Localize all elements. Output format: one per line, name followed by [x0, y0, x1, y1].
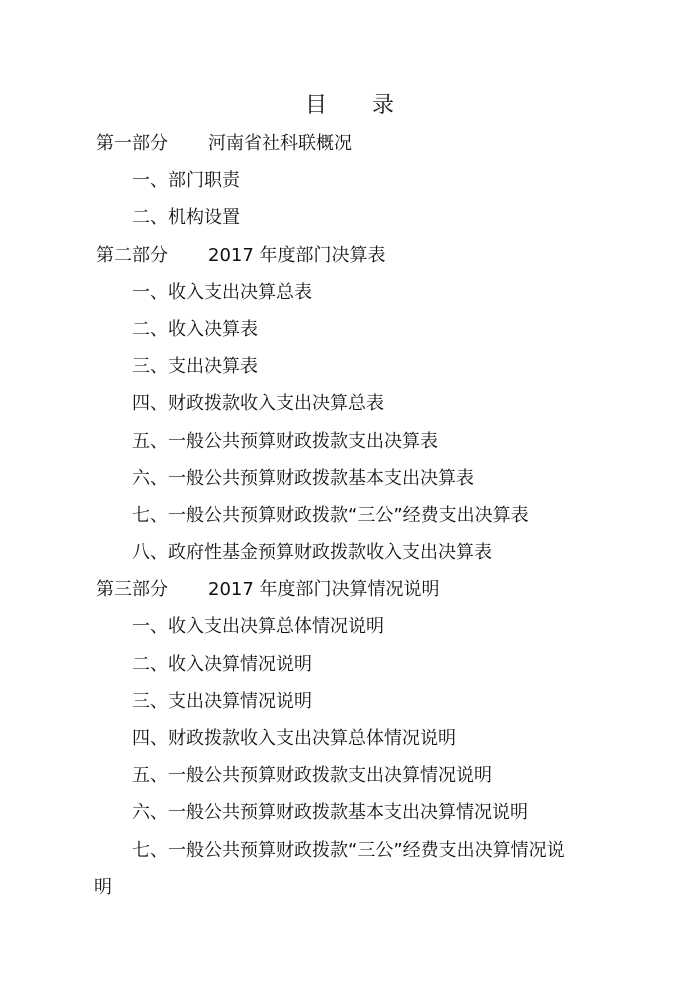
- toc-item[interactable]: 八、政府性基金预算财政拨款收入支出决算表: [132, 542, 492, 564]
- part-name: 2017 年度部门决算表: [208, 244, 386, 266]
- toc-part-2[interactable]: [96, 237, 656, 274]
- toc-item[interactable]: 三、支出决算表: [132, 356, 258, 378]
- toc-item[interactable]: 一、收入支出决算总表: [132, 281, 312, 303]
- toc-item[interactable]: 二、收入决算表: [132, 318, 258, 340]
- toc-item[interactable]: 一、部门职责: [132, 170, 240, 192]
- toc-title-char-2: 录: [372, 93, 396, 118]
- table-of-contents: [96, 125, 656, 906]
- toc-item-continuation: 明: [94, 876, 112, 898]
- toc-item[interactable]: 四、财政拨款收入支出决算总体情况说明: [132, 728, 456, 749]
- toc-item[interactable]: 七、一般公共预算财政拨款“三公”经费支出决算表: [132, 504, 529, 526]
- toc-item[interactable]: 二、收入决算情况说明: [132, 653, 312, 675]
- toc-item[interactable]: 二、机构设置: [132, 207, 240, 229]
- toc-item[interactable]: 七、一般公共预算财政拨款“三公”经费支出决算情况说: [132, 839, 565, 861]
- toc-item[interactable]: 四、财政拨款收入支出决算总表: [132, 393, 384, 415]
- toc-part-3[interactable]: [96, 571, 656, 608]
- toc-item[interactable]: 一、收入支出决算总体情况说明: [132, 616, 384, 638]
- part-label: 第一部分: [96, 133, 168, 154]
- part-name: 河南省社科联概况: [208, 133, 352, 154]
- part-label: 第三部分: [96, 579, 168, 601]
- toc-item[interactable]: 五、一般公共预算财政拨款支出决算情况说明: [132, 765, 492, 787]
- toc-title-char-1: 目: [304, 93, 328, 118]
- toc-item[interactable]: 五、一般公共预算财政拨款支出决算表: [132, 430, 438, 452]
- part-name: 2017 年度部门决算情况说明: [208, 579, 440, 601]
- toc-title: [0, 88, 700, 119]
- part-label: 第二部分: [96, 244, 168, 266]
- toc-item[interactable]: 六、一般公共预算财政拨款基本支出决算表: [132, 467, 474, 489]
- toc-item[interactable]: 六、一般公共预算财政拨款基本支出决算情况说明: [132, 802, 528, 824]
- toc-part-1[interactable]: [96, 125, 656, 162]
- toc-item[interactable]: 三、支出决算情况说明: [132, 690, 312, 712]
